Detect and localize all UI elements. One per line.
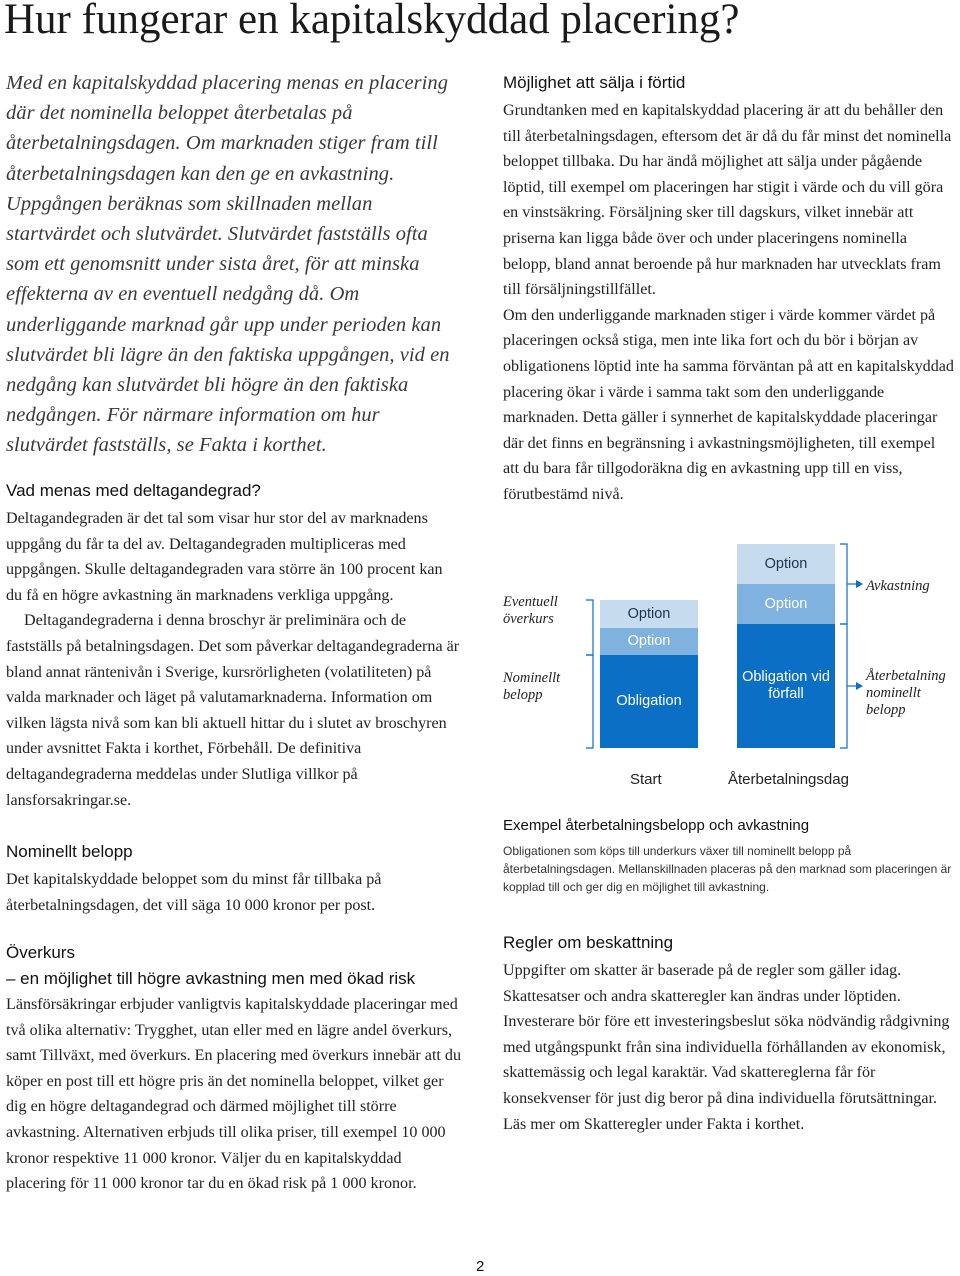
label-aterbetalning: Återbetalning nominellt belopp xyxy=(866,668,946,718)
end-option-light: Option xyxy=(737,544,835,584)
exempel-section xyxy=(503,816,955,896)
label-eventuell-overkurs: Eventuell överkurs xyxy=(503,594,558,627)
deltagandegrad-paragraph-1: Deltagandegraden är det tal som visar hur stor del av marknadens uppgång du får ta del av. Deltagandegraden multipliceras med uppgången. Skulle deltagandegraden vara större än 100 procent kan du få en högre avkastning än marknadens verkliga uppgång. xyxy=(6,510,443,604)
mojlighet-heading: Möjlighet att sälja i förtid xyxy=(503,73,686,92)
nominellt-heading: Nominellt belopp xyxy=(6,842,133,861)
end-option-mid: Option xyxy=(737,584,835,624)
deltagandegrad-heading: Vad menas med deltagandegrad? xyxy=(6,481,261,500)
overkurs-subheading: – en möjlighet till högre avkastning men med ökad risk xyxy=(6,969,416,988)
overkurs-section xyxy=(6,942,462,1197)
intro-paragraph: Med en kapitalskyddad placering menas en placering där det nominella beloppet återbetalas på återbetalningsdagen. Om marknaden stiger fram till återbetalningsdagen kan den ge en avkastning. Uppgången beräknas som skillnaden mellan startvärdet och slutvärdet. Slutvärdet fastställs ofta som ett genomsnitt under sista året, för att minska effekterna av en eventuell nedgång då. Om underliggande marknad går upp under perioden kan slutvärdet bli lägre än den faktiska uppgången, vid en nedgång kan slutvärdet bli högre än den faktiska nedgången. För närmare information om hur slutvärdet fastställs, se Fakta i korthet. xyxy=(6,72,450,457)
exempel-heading: Exempel återbetalningsbelopp och avkastning xyxy=(503,817,810,834)
nominellt-section xyxy=(6,841,462,918)
deltagandegrad-section xyxy=(6,480,462,813)
overkurs-heading: Överkurs xyxy=(6,943,75,962)
mojlighet-paragraph-1: Grundtanken med en kapitalskyddad placering är att du behåller den till återbetalningsdagen, eftersom det är då du får minst det nominella beloppet tillbaka. Du har ändå möjlighet att sälja under pågående löptid, till exempel om placeringen har stigit i värde och du vill göra en vinstsäkring. Försäljning sker till dagskurs, vilket innebär att priserna kan ligga både över och under placeringens nominella belopp, bland annat beroende på hur marknaden har utvecklats fram till försäljningstillfället. xyxy=(503,102,952,299)
exempel-caption: Obligationen som köps till underkurs växer till nominellt belopp på återbetalningsdagen. Mellanskillnaden placeras på den marknad som placeringen är kopplad till och ger dig en möjlighet till avkastning. xyxy=(503,844,952,894)
arrow-avkastning-head xyxy=(856,580,863,588)
regler-heading: Regler om beskattning xyxy=(503,933,674,952)
right-bracket-aterbetalning xyxy=(840,624,847,748)
regler-section xyxy=(503,932,955,1137)
start-option-light: Option xyxy=(600,600,698,628)
right-bracket-avkastning xyxy=(840,544,847,624)
repayment-diagram xyxy=(500,540,956,802)
deltagandegrad-paragraph-2: Deltagandegraderna i denna broschyr är preliminära och de fastställs på betalningsdagen. Det som påverkar deltagandegraderna är bland annat räntenivån i Sverige, kursrörligheten (volatiliteten) på valda marknader och läget på valutamarknaderna. Information om vilken lägsta nivå som kan bli aktuell hittar du i slutet av broschyren under avsnittet Fakta i korthet, Förbehåll. De definitiva deltagandegraderna meddelas under Slutliga villkor på lansforsakringar.se. xyxy=(6,612,460,809)
regler-paragraph: Uppgifter om skatter är baserade på de regler som gäller idag. Skattesatser och andra skatteregler kan ändras under löptiden. Investerare bör före ett investeringsbeslut söka nödvändig rådgivning med utgångspunkt från sina individuella förhållanden av ekonomisk, skattemässig och legal karaktär. Vad skattereglerna får för konsekvenser för just dig beror på dina individuella förutsättningar. Läs mer om Skatteregler under Fakta i korthet. xyxy=(503,962,950,1133)
mojlighet-paragraph-2: Om den underliggande marknaden stiger i värde kommer värdet på placeringen också stiga, men inte lika fort och du bör i början av obligationens löptid inte ha samma förväntan på att en kapitalskyddad placering ökar i värde i samma takt som den underliggande marknaden. Detta gäller i synnerhet de kapitalskyddade placeringar där det finns en begränsning i avkastningsmöjligheten, till exempel att du bara får tillgodoräkna dig en avkastning upp till en viss, förutbestämd nivå. xyxy=(503,306,954,503)
page-number: 2 xyxy=(476,1258,485,1275)
label-nominellt-belopp: Nominellt belopp xyxy=(503,670,561,703)
left-bracket-nominellt xyxy=(586,655,593,748)
intro-text xyxy=(6,68,462,461)
axis-label-start: Start xyxy=(630,771,662,788)
intro-section xyxy=(6,68,462,461)
arrow-aterbetalning-head xyxy=(856,682,863,690)
overkurs-paragraph: Länsförsäkringar erbjuder vanligtvis kapitalskyddade placeringar med två olika alternativ: Trygghet, utan eller med en lägre andel överkurs, samt Tillväxt, med överkurs. En placering med överkurs innebär att du köper en post till ett högre pris än det nominella beloppet, vilket ger dig en högre deltagandegrad och därmed möjlighet till större avkastning. Alternativen erbjuds till olika priser, till exempel 10 000 kronor respektive 11 000 kronor. Väljer du en kapitalskyddad placering för 11 000 kronor tar du en ökad risk på 1 000 kronor. xyxy=(6,996,462,1193)
mojlighet-section xyxy=(503,72,955,508)
label-avkastning: Avkastning xyxy=(866,578,930,594)
left-bracket-overkurs xyxy=(586,600,593,655)
start-option-mid: Option xyxy=(600,628,698,655)
page-title: Hur fungerar en kapitalskyddad placering? xyxy=(4,0,740,43)
start-obligation: Obligation xyxy=(600,655,698,748)
nominellt-paragraph: Det kapitalskyddade beloppet som du minst får tillbaka på återbetalningsdagen, det vill säga 10 000 kronor per post. xyxy=(6,871,382,914)
axis-label-aterbetalningsdag: Återbetalningsdag xyxy=(728,771,849,788)
end-obligation: Obligation vid förfall xyxy=(737,624,835,748)
